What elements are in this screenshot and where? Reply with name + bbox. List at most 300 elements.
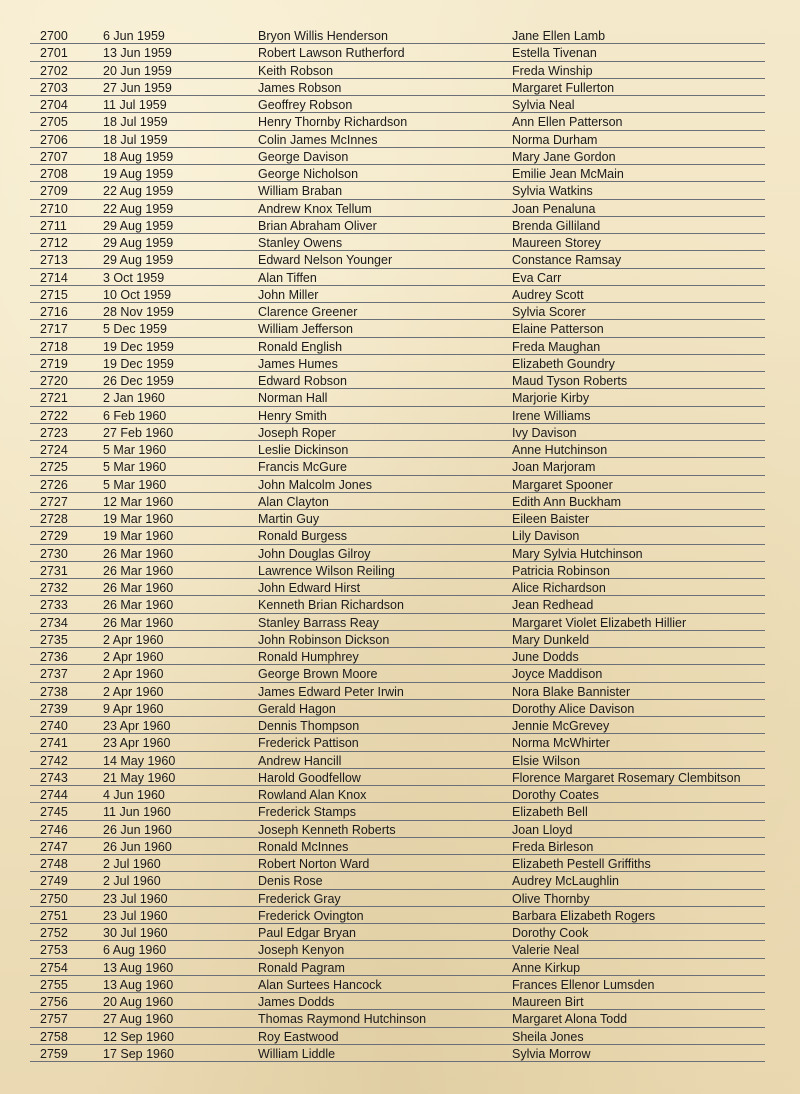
groom-name: Rowland Alan Knox xyxy=(258,788,367,802)
entry-number: 2717 xyxy=(40,322,68,337)
bride-name: Patricia Robinson xyxy=(512,563,610,578)
table-row xyxy=(30,700,765,717)
marriage-date: 12 Mar 1960 xyxy=(103,494,174,509)
entry-number: 2715 xyxy=(40,287,68,302)
bride-name: Constance Ramsay xyxy=(512,253,622,268)
entry-number: 2750 xyxy=(40,891,68,906)
bride-name: Joan Marjoram xyxy=(512,460,596,475)
marriage-date: 27 Aug 1960 xyxy=(103,1012,174,1027)
groom-name: Martin Guy xyxy=(258,512,320,526)
bride-name: Joan Penaluna xyxy=(512,201,596,216)
groom-name: Alan Surtees Hancock xyxy=(258,977,382,992)
bride-name: Maureen Storey xyxy=(512,236,601,250)
table-row xyxy=(30,1045,765,1062)
table-row xyxy=(30,27,765,44)
bride-name: Anne Hutchinson xyxy=(512,443,608,457)
bride-name: Emilie Jean McMain xyxy=(512,167,624,181)
marriage-date: 23 Jul 1960 xyxy=(103,908,168,923)
groom-name: Lawrence Wilson Reiling xyxy=(258,563,395,578)
bride-name: Elizabeth Pestell Griffiths xyxy=(512,857,651,871)
table-row xyxy=(30,165,765,182)
marriage-date: 5 Mar 1960 xyxy=(103,477,167,492)
entry-number: 2757 xyxy=(40,1012,68,1027)
table-row xyxy=(30,62,765,79)
bride-name: Mary Sylvia Hutchinson xyxy=(512,546,643,561)
groom-name: Frederick Stamps xyxy=(258,805,356,820)
bride-name: Elizabeth Goundry xyxy=(512,356,615,371)
bride-name: Edith Ann Buckham xyxy=(512,494,622,509)
groom-name: William Jefferson xyxy=(258,322,353,337)
table-row xyxy=(30,769,765,786)
table-row xyxy=(30,803,765,820)
table-row xyxy=(30,372,765,389)
entry-number: 2756 xyxy=(40,995,68,1009)
entry-number: 2716 xyxy=(40,305,68,319)
bride-name: Sylvia Watkins xyxy=(512,184,593,199)
entry-number: 2712 xyxy=(40,236,68,250)
groom-name: Ronald Pagram xyxy=(258,960,345,975)
marriage-date: 2 Jul 1960 xyxy=(103,874,161,889)
bride-name: Dorothy Coates xyxy=(512,788,599,802)
groom-name: Robert Lawson Rutherford xyxy=(258,46,405,61)
bride-name: Margaret Fullerton xyxy=(512,80,615,95)
marriage-date: 26 Mar 1960 xyxy=(103,598,174,613)
bride-name: Elizabeth Bell xyxy=(512,805,588,820)
marriage-date: 12 Sep 1960 xyxy=(103,1029,174,1044)
groom-name: Edward Nelson Younger xyxy=(258,253,393,268)
marriage-date: 20 Jun 1959 xyxy=(103,63,172,78)
entry-number: 2728 xyxy=(40,512,68,526)
groom-name: Andrew Hancill xyxy=(258,753,342,768)
groom-name: Gerald Hagon xyxy=(258,701,336,716)
marriage-date: 29 Aug 1959 xyxy=(103,218,174,233)
bride-name: Elsie Wilson xyxy=(512,753,581,768)
marriage-date: 26 Jun 1960 xyxy=(103,839,172,854)
entry-number: 2701 xyxy=(40,46,68,61)
table-row xyxy=(30,286,765,303)
table-row xyxy=(30,907,765,924)
entry-number: 2709 xyxy=(40,184,68,199)
bride-name: June Dodds xyxy=(512,650,579,664)
marriage-date: 2 Jul 1960 xyxy=(103,857,161,871)
bride-name: Jean Redhead xyxy=(512,598,594,613)
entry-number: 2702 xyxy=(40,63,68,78)
entry-number: 2725 xyxy=(40,460,68,475)
marriage-date: 26 Mar 1960 xyxy=(103,581,174,595)
bride-name: Marjorie Kirby xyxy=(512,391,590,406)
entry-number: 2733 xyxy=(40,598,68,613)
groom-name: Henry Smith xyxy=(258,408,327,423)
table-row xyxy=(30,510,765,527)
marriage-register-table xyxy=(30,27,765,1062)
table-row xyxy=(30,976,765,993)
marriage-date: 23 Apr 1960 xyxy=(103,719,171,733)
bride-name: Freda Birleson xyxy=(512,839,594,854)
entry-number: 2727 xyxy=(40,494,68,509)
entry-number: 2704 xyxy=(40,98,68,112)
marriage-date: 30 Jul 1960 xyxy=(103,926,168,940)
table-row xyxy=(30,1010,765,1027)
marriage-date: 19 Mar 1960 xyxy=(103,529,174,544)
entry-number: 2703 xyxy=(40,80,68,95)
groom-name: Kenneth Brian Richardson xyxy=(258,598,404,613)
table-row xyxy=(30,1028,765,1045)
bride-name: Sheila Jones xyxy=(512,1029,584,1044)
groom-name: John Miller xyxy=(258,287,319,302)
entry-number: 2710 xyxy=(40,201,68,216)
table-row xyxy=(30,44,765,61)
marriage-date: 26 Dec 1959 xyxy=(103,374,174,388)
entry-number: 2751 xyxy=(40,908,68,923)
table-row xyxy=(30,855,765,872)
table-row xyxy=(30,476,765,493)
marriage-date: 17 Sep 1960 xyxy=(103,1046,174,1061)
marriage-date: 23 Jul 1960 xyxy=(103,891,168,906)
marriage-date: 22 Aug 1959 xyxy=(103,184,174,199)
groom-name: Keith Robson xyxy=(258,63,334,78)
marriage-date: 9 Apr 1960 xyxy=(103,701,164,716)
groom-name: James Dodds xyxy=(258,995,335,1009)
entry-number: 2734 xyxy=(40,615,68,630)
groom-name: Denis Rose xyxy=(258,874,323,889)
table-row xyxy=(30,890,765,907)
bride-name: Freda Maughan xyxy=(512,339,601,354)
groom-name: Stanley Owens xyxy=(258,236,343,250)
bride-name: Florence Margaret Rosemary Clembitson xyxy=(512,770,741,785)
marriage-date: 5 Mar 1960 xyxy=(103,460,167,475)
table-row xyxy=(30,872,765,889)
table-row xyxy=(30,355,765,372)
bride-name: Margaret Spooner xyxy=(512,477,613,492)
groom-name: Bryon Willis Henderson xyxy=(258,29,388,43)
entry-number: 2752 xyxy=(40,926,68,940)
groom-name: Stanley Barrass Reay xyxy=(258,615,379,630)
entry-number: 2705 xyxy=(40,115,68,130)
table-row xyxy=(30,786,765,803)
entry-number: 2747 xyxy=(40,839,68,854)
bride-name: Margaret Alona Todd xyxy=(512,1012,628,1027)
groom-name: Robert Norton Ward xyxy=(258,857,370,871)
groom-name: Frederick Gray xyxy=(258,891,341,906)
marriage-date: 2 Apr 1960 xyxy=(103,684,164,699)
bride-name: Mary Jane Gordon xyxy=(512,149,616,164)
groom-name: Joseph Kenyon xyxy=(258,943,345,958)
marriage-date: 5 Dec 1959 xyxy=(103,322,167,337)
table-row xyxy=(30,821,765,838)
entry-number: 2707 xyxy=(40,149,68,164)
bride-name: Margaret Violet Elizabeth Hillier xyxy=(512,615,687,630)
groom-name: James Humes xyxy=(258,356,338,371)
bride-name: Sylvia Scorer xyxy=(512,305,586,319)
groom-name: Clarence Greener xyxy=(258,305,358,319)
groom-name: Ronald English xyxy=(258,339,343,354)
groom-name: Francis McGure xyxy=(258,460,347,475)
entry-number: 2743 xyxy=(40,770,68,785)
entry-number: 2746 xyxy=(40,822,68,837)
bride-name: Ann Ellen Patterson xyxy=(512,115,623,130)
bride-name: Barbara Elizabeth Rogers xyxy=(512,908,656,923)
entry-number: 2748 xyxy=(40,857,68,871)
groom-name: Roy Eastwood xyxy=(258,1029,339,1044)
table-row xyxy=(30,752,765,769)
groom-name: Alan Tiffen xyxy=(258,270,317,285)
bride-name: Valerie Neal xyxy=(512,943,580,958)
marriage-date: 26 Mar 1960 xyxy=(103,563,174,578)
marriage-date: 26 Mar 1960 xyxy=(103,615,174,630)
groom-name: Joseph Kenneth Roberts xyxy=(258,822,396,837)
entry-number: 2738 xyxy=(40,684,68,699)
marriage-date: 13 Aug 1960 xyxy=(103,960,174,975)
marriage-date: 11 Jun 1960 xyxy=(103,805,171,820)
table-row xyxy=(30,148,765,165)
marriage-date: 18 Jul 1959 xyxy=(103,115,168,130)
table-row xyxy=(30,303,765,320)
table-row xyxy=(30,614,765,631)
marriage-date: 23 Apr 1960 xyxy=(103,736,171,751)
table-row xyxy=(30,234,765,251)
bride-name: Jane Ellen Lamb xyxy=(512,29,606,43)
marriage-date: 26 Mar 1960 xyxy=(103,546,174,561)
bride-name: Mary Dunkeld xyxy=(512,632,590,647)
entry-number: 2714 xyxy=(40,270,68,285)
bride-name: Irene Williams xyxy=(512,408,591,423)
bride-name: Estella Tivenan xyxy=(512,46,597,61)
marriage-date: 19 Dec 1959 xyxy=(103,339,174,354)
marriage-date: 6 Jun 1959 xyxy=(103,29,165,43)
groom-name: Ronald Humphrey xyxy=(258,650,359,664)
marriage-date: 18 Jul 1959 xyxy=(103,132,168,147)
groom-name: George Davison xyxy=(258,149,349,164)
bride-name: Olive Thornby xyxy=(512,891,590,906)
marriage-date: 2 Apr 1960 xyxy=(103,632,164,647)
bride-name: Ivy Davison xyxy=(512,425,577,440)
table-row xyxy=(30,269,765,286)
marriage-date: 2 Apr 1960 xyxy=(103,667,164,682)
entry-number: 2737 xyxy=(40,667,68,682)
groom-name: John Douglas Gilroy xyxy=(258,546,371,561)
bride-name: Sylvia Neal xyxy=(512,98,575,112)
entry-number: 2730 xyxy=(40,546,68,561)
entry-number: 2713 xyxy=(40,253,68,268)
groom-name: George Nicholson xyxy=(258,167,359,181)
groom-name: John Robinson Dickson xyxy=(258,632,390,647)
bride-name: Eileen Baister xyxy=(512,512,590,526)
marriage-date: 3 Oct 1959 xyxy=(103,270,165,285)
entry-number: 2731 xyxy=(40,563,68,578)
bride-name: Dorothy Alice Davison xyxy=(512,701,635,716)
entry-number: 2758 xyxy=(40,1029,68,1044)
marriage-date: 6 Feb 1960 xyxy=(103,408,167,423)
entry-number: 2721 xyxy=(40,391,68,406)
table-row xyxy=(30,182,765,199)
entry-number: 2739 xyxy=(40,701,68,716)
marriage-date: 28 Nov 1959 xyxy=(103,305,174,319)
table-row xyxy=(30,545,765,562)
entry-number: 2759 xyxy=(40,1046,68,1061)
table-row xyxy=(30,200,765,217)
bride-name: Norma Durham xyxy=(512,132,598,147)
bride-name: Norma McWhirter xyxy=(512,736,610,751)
entry-number: 2724 xyxy=(40,443,68,457)
groom-name: James Robson xyxy=(258,80,342,95)
groom-name: John Edward Hirst xyxy=(258,581,361,595)
table-row xyxy=(30,424,765,441)
groom-name: William Braban xyxy=(258,184,343,199)
groom-name: Leslie Dickinson xyxy=(258,443,349,457)
entry-number: 2719 xyxy=(40,356,68,371)
bride-name: Maud Tyson Roberts xyxy=(512,374,628,388)
table-row xyxy=(30,389,765,406)
marriage-date: 13 Aug 1960 xyxy=(103,977,174,992)
entry-number: 2722 xyxy=(40,408,68,423)
table-row xyxy=(30,562,765,579)
groom-name: Andrew Knox Tellum xyxy=(258,201,372,216)
groom-name: John Malcolm Jones xyxy=(258,477,372,492)
entry-number: 2740 xyxy=(40,719,68,733)
bride-name: Frances Ellenor Lumsden xyxy=(512,977,655,992)
groom-name: Alan Clayton xyxy=(258,494,329,509)
groom-name: Thomas Raymond Hutchinson xyxy=(258,1012,427,1027)
marriage-date: 29 Aug 1959 xyxy=(103,236,174,250)
table-row xyxy=(30,717,765,734)
marriage-date: 10 Oct 1959 xyxy=(103,287,172,302)
groom-name: James Edward Peter Irwin xyxy=(258,684,404,699)
bride-name: Alice Richardson xyxy=(512,581,606,595)
marriage-date: 27 Feb 1960 xyxy=(103,425,174,440)
bride-name: Audrey Scott xyxy=(512,287,584,302)
groom-name: Geoffrey Robson xyxy=(258,98,353,112)
entry-number: 2735 xyxy=(40,632,68,647)
table-row xyxy=(30,217,765,234)
table-row xyxy=(30,924,765,941)
groom-name: Henry Thornby Richardson xyxy=(258,115,408,130)
entry-number: 2720 xyxy=(40,374,68,388)
marriage-date: 21 May 1960 xyxy=(103,770,176,785)
table-row xyxy=(30,251,765,268)
entry-number: 2708 xyxy=(40,167,68,181)
marriage-date: 22 Aug 1959 xyxy=(103,201,174,216)
entry-number: 2718 xyxy=(40,339,68,354)
table-row xyxy=(30,683,765,700)
marriage-date: 19 Dec 1959 xyxy=(103,356,174,371)
entry-number: 2736 xyxy=(40,650,68,664)
bride-name: Maureen Birt xyxy=(512,995,584,1009)
bride-name: Nora Blake Bannister xyxy=(512,684,631,699)
bride-name: Jennie McGrevey xyxy=(512,719,610,733)
table-row xyxy=(30,79,765,96)
marriage-date: 2 Jan 1960 xyxy=(103,391,165,406)
table-row xyxy=(30,407,765,424)
table-row xyxy=(30,665,765,682)
groom-name: Dennis Thompson xyxy=(258,719,360,733)
groom-name: William Liddle xyxy=(258,1046,336,1061)
marriage-date: 14 May 1960 xyxy=(103,753,176,768)
marriage-date: 19 Mar 1960 xyxy=(103,512,174,526)
groom-name: Ronald Burgess xyxy=(258,529,347,544)
entry-number: 2726 xyxy=(40,477,68,492)
marriage-date: 29 Aug 1959 xyxy=(103,253,174,268)
entry-number: 2749 xyxy=(40,874,68,889)
entry-number: 2706 xyxy=(40,132,68,147)
entry-number: 2745 xyxy=(40,805,68,820)
table-row xyxy=(30,941,765,958)
table-row xyxy=(30,113,765,130)
table-row xyxy=(30,458,765,475)
bride-name: Freda Winship xyxy=(512,63,593,78)
table-row xyxy=(30,596,765,613)
entry-number: 2753 xyxy=(40,943,68,958)
bride-name: Brenda Gilliland xyxy=(512,218,601,233)
entry-number: 2711 xyxy=(40,218,67,233)
entry-number: 2729 xyxy=(40,529,68,544)
entry-number: 2732 xyxy=(40,581,68,595)
groom-name: George Brown Moore xyxy=(258,667,378,682)
groom-name: Brian Abraham Oliver xyxy=(258,218,377,233)
marriage-date: 27 Jun 1959 xyxy=(103,80,172,95)
groom-name: Paul Edgar Bryan xyxy=(258,926,356,940)
marriage-date: 4 Jun 1960 xyxy=(103,788,165,802)
groom-name: Edward Robson xyxy=(258,374,347,388)
table-row xyxy=(30,527,765,544)
bride-name: Anne Kirkup xyxy=(512,960,581,975)
groom-name: Ronald McInnes xyxy=(258,839,349,854)
bride-name: Elaine Patterson xyxy=(512,322,604,337)
bride-name: Sylvia Morrow xyxy=(512,1046,591,1061)
entry-number: 2744 xyxy=(40,788,68,802)
bride-name: Eva Carr xyxy=(512,270,562,285)
marriage-date: 26 Jun 1960 xyxy=(103,822,172,837)
marriage-date: 5 Mar 1960 xyxy=(103,443,167,457)
marriage-date: 11 Jul 1959 xyxy=(103,98,167,112)
bride-name: Audrey McLaughlin xyxy=(512,874,620,889)
table-row xyxy=(30,648,765,665)
table-row xyxy=(30,96,765,113)
table-row xyxy=(30,493,765,510)
marriage-date: 13 Jun 1959 xyxy=(103,46,172,61)
groom-name: Frederick Ovington xyxy=(258,908,364,923)
entry-number: 2754 xyxy=(40,960,68,975)
groom-name: Joseph Roper xyxy=(258,425,336,440)
marriage-date: 20 Aug 1960 xyxy=(103,995,174,1009)
table-row xyxy=(30,993,765,1010)
entry-number: 2723 xyxy=(40,425,68,440)
bride-name: Dorothy Cook xyxy=(512,926,589,940)
entry-number: 2700 xyxy=(40,29,68,43)
table-row xyxy=(30,959,765,976)
table-row xyxy=(30,320,765,337)
table-row xyxy=(30,338,765,355)
groom-name: Frederick Pattison xyxy=(258,736,359,751)
marriage-date: 2 Apr 1960 xyxy=(103,650,164,664)
entry-number: 2742 xyxy=(40,753,68,768)
table-row xyxy=(30,579,765,596)
table-row xyxy=(30,441,765,458)
entry-number: 2755 xyxy=(40,977,68,992)
groom-name: Harold Goodfellow xyxy=(258,770,361,785)
marriage-date: 18 Aug 1959 xyxy=(103,149,174,164)
table-row xyxy=(30,131,765,148)
groom-name: Colin James McInnes xyxy=(258,132,378,147)
marriage-date: 6 Aug 1960 xyxy=(103,943,167,958)
table-row xyxy=(30,838,765,855)
table-row xyxy=(30,631,765,648)
bride-name: Joan Lloyd xyxy=(512,822,573,837)
entry-number: 2741 xyxy=(40,736,68,751)
marriage-date: 19 Aug 1959 xyxy=(103,167,174,181)
bride-name: Lily Davison xyxy=(512,529,580,544)
table-row xyxy=(30,734,765,751)
bride-name: Joyce Maddison xyxy=(512,667,603,682)
